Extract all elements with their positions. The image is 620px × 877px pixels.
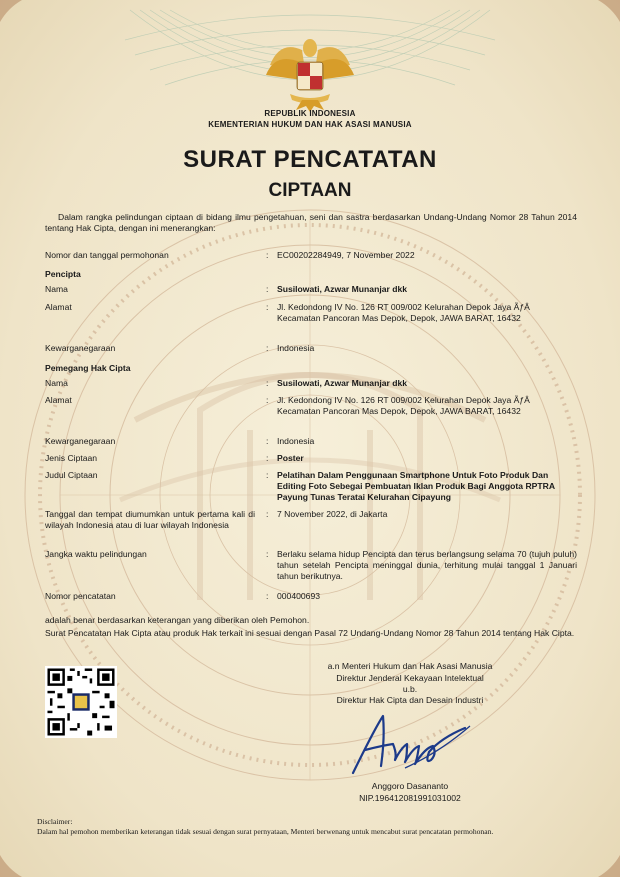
value-holder-address: Jl. Kedondong IV No. 126 RT 009/002 Kelurahan Depok Jaya ÃƒÂ Kecamatan Pancoran Mas Depok, Depok, JAWA BARAT, 16432: [277, 395, 530, 416]
label-creator-address: Alamat: [45, 302, 72, 312]
colon: :: [266, 470, 269, 480]
closing-line-1: adalah benar berdasarkan keterangan yang diberikan oleh Pemohon.: [45, 615, 310, 625]
value-protection-period: Berlaku selama hidup Pencipta dan terus berlangsung selama 70 (tujuh puluh) tahun setelah Pencipta meninggal dunia, terhitung mulai tanggal 1 Januari tahun berikutnya.: [277, 549, 577, 581]
intro-paragraph: Dalam rangka pelindungan ciptaan di bidang ilmu pengetahuan, seni dan sastra berdasarkan Undang-Undang Nomor 28 Tahun 2014 tentang Hak Cipta, dengan ini menerangkan:: [45, 212, 577, 233]
label-application: Nomor dan tanggal permohonan: [45, 250, 169, 260]
garuda-emblem: [266, 39, 354, 112]
value-record-number: 000400693: [277, 591, 321, 601]
value-work-title: Pelatihan Dalam Penggunaan Smartphone Untuk Foto Produk Dan Editing Foto Sebegai Pembuatan Iklan Produk Bagi Anggota RPTRA Payung Tunas Teratai Kelurahan Cipayung: [277, 470, 555, 502]
header-republic: REPUBLIK INDONESIA: [264, 109, 356, 118]
colon: :: [266, 302, 269, 312]
qr-code: [45, 666, 117, 738]
label-work-title: Judul Ciptaan: [45, 470, 98, 480]
colon: :: [266, 284, 269, 294]
colon: :: [266, 453, 269, 463]
colon: :: [266, 250, 269, 260]
sign-line-1: a.n Menteri Hukum dan Hak Asasi Manusia: [327, 661, 493, 671]
label-announce-date: Tanggal dan tempat diumumkan untuk pertama kali di wilayah Indonesia atau di luar wilayah Indonesia: [45, 509, 255, 530]
label-creator-name: Nama: [45, 284, 68, 294]
value-creator-nationality: Indonesia: [277, 343, 315, 353]
colon: :: [266, 343, 269, 353]
disclaimer-text: Dalam hal pemohon memberikan keterangan tidak sesuai dengan surat pernyataan, Menteri berwenang untuk mencabut surat pencatatan permohonan.: [37, 827, 494, 836]
handwritten-signature: [345, 708, 475, 780]
label-holder-address: Alamat: [45, 395, 72, 405]
label-holder-nationality: Kewarganegaraan: [45, 436, 116, 446]
header-ministry: KEMENTERIAN HUKUM DAN HAK ASASI MANUSIA: [208, 120, 412, 129]
colon: :: [266, 378, 269, 388]
colon: :: [266, 549, 269, 559]
value-holder-nationality: Indonesia: [277, 436, 315, 446]
value-holder-name: Susilowati, Azwar Munanjar dkk: [277, 378, 408, 388]
value-work-type: Poster: [277, 453, 304, 463]
section-creator: Pencipta: [45, 269, 81, 279]
value-creator-name: Susilowati, Azwar Munanjar dkk: [277, 284, 408, 294]
colon: :: [266, 436, 269, 446]
disclaimer-title: Disclaimer:: [37, 817, 73, 826]
label-work-type: Jenis Ciptaan: [45, 453, 98, 463]
label-creator-nationality: Kewarganegaraan: [45, 343, 116, 353]
page-subtitle: CIPTAAN: [268, 180, 352, 201]
colon: :: [266, 509, 269, 519]
sign-line-3: u.b.: [402, 684, 418, 694]
label-holder-name: Nama: [45, 378, 68, 388]
page-title: SURAT PENCATATAN: [183, 146, 437, 173]
signatory-name: Anggoro Dasananto: [371, 781, 449, 791]
sign-line-2: Direktur Jenderal Kekayaan Intelektual: [336, 673, 484, 683]
section-holder: Pemegang Hak Cipta: [45, 363, 131, 373]
closing-line-2: Surat Pencatatan Hak Cipta atau produk Hak terkait ini sesuai dengan Pasal 72 Undang-Undang Nomor 28 Tahun 2014 tentang Hak Cipta.: [45, 628, 575, 638]
sign-line-4: Direktur Hak Cipta dan Desain Industri: [336, 695, 484, 705]
value-creator-address: Jl. Kedondong IV No. 126 RT 009/002 Kelurahan Depok Jaya ÃƒÂ Kecamatan Pancoran Mas Depok, Depok, JAWA BARAT, 16432: [277, 302, 530, 323]
signatory-nip: NIP.196412081991031002: [359, 793, 461, 803]
label-protection-period: Jangka waktu pelindungan: [45, 549, 147, 559]
value-application: EC00202284949, 7 November 2022: [277, 250, 415, 260]
value-announce-date: 7 November 2022, di Jakarta: [277, 509, 388, 519]
colon: :: [266, 591, 269, 601]
colon: :: [266, 395, 269, 405]
label-record-number: Nomor pencatatan: [45, 591, 116, 601]
